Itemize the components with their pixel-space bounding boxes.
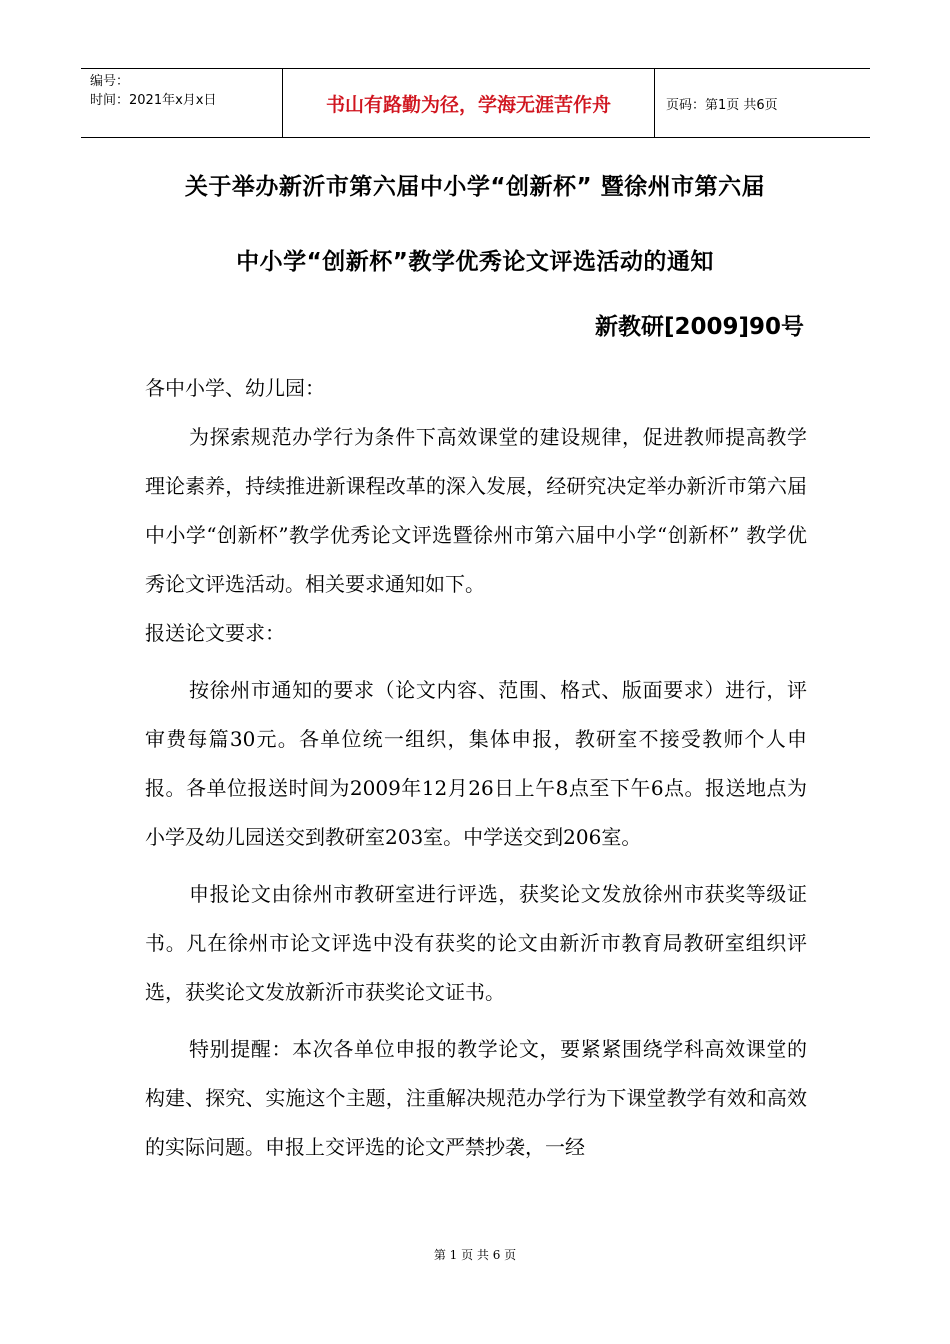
paragraph-evaluation: 申报论文由徐州市教研室进行评选，获奖论文发放徐州市获奖等级证书。凡在徐州市论文评选中没有获奖的论文由新沂市教育局教研室组织评选，获奖论文发放新沂市获奖论文证书。 <box>145 882 807 1004</box>
document-body <box>145 364 807 1172</box>
paragraph-reminder: 特别提醒：本次各单位申报的教学论文，要紧紧围绕学科高效课堂的构建、探究、实施这个主题，注重解决规范办学行为下课堂教学有效和高效的实际问题。申报上交评选的论文严禁抄袭，一经 <box>145 1037 807 1159</box>
header-number-label: 编号： <box>90 74 130 89</box>
header-motto: 书山有路勤为径，学海无涯苦作舟 <box>282 69 655 137</box>
document-number: 新教研[2009]90号 <box>594 314 804 340</box>
paragraph-requirements: 按徐州市通知的要求（论文内容、范围、格式、版面要求）进行，评审费每篇30元。各单位统一组织，集体申报，教研室不接受教师个人申报。各单位报送时间为2009年12月26日上午8点至下午6点。报送地点为小学及幼儿园送交到教研室203室。中学送交到206室。 <box>145 678 807 849</box>
header-page-info: 页码：第1页 共6页 <box>666 97 778 113</box>
title-line-2: 中小学“创新杯”教学优秀论文评选活动的通知 <box>236 249 714 275</box>
header-meta <box>81 69 282 137</box>
salutation: 各中小学、幼儿园： <box>145 376 325 400</box>
paragraph-intro: 为探索规范办学行为条件下高效课堂的建设规律，促进教师提高教学理论素养，持续推进新课程改革的深入发展，经研究决定举办新沂市第六届中小学“创新杯”教学优秀论文评选暨徐州市第六届中小学“创新杯” 教学优秀论文评选活动。相关要求通知如下。 <box>145 425 807 596</box>
header-time-label: 时间：2021年x月x日 <box>90 93 217 108</box>
page-footer: 第 1 页 共 6 页 <box>433 1248 517 1262</box>
title-line-1: 关于举办新沂市第六届中小学“创新杯” 暨徐州市第六届 <box>184 174 766 200</box>
document-header <box>81 68 870 138</box>
section-heading: 报送论文要求： <box>145 621 285 645</box>
